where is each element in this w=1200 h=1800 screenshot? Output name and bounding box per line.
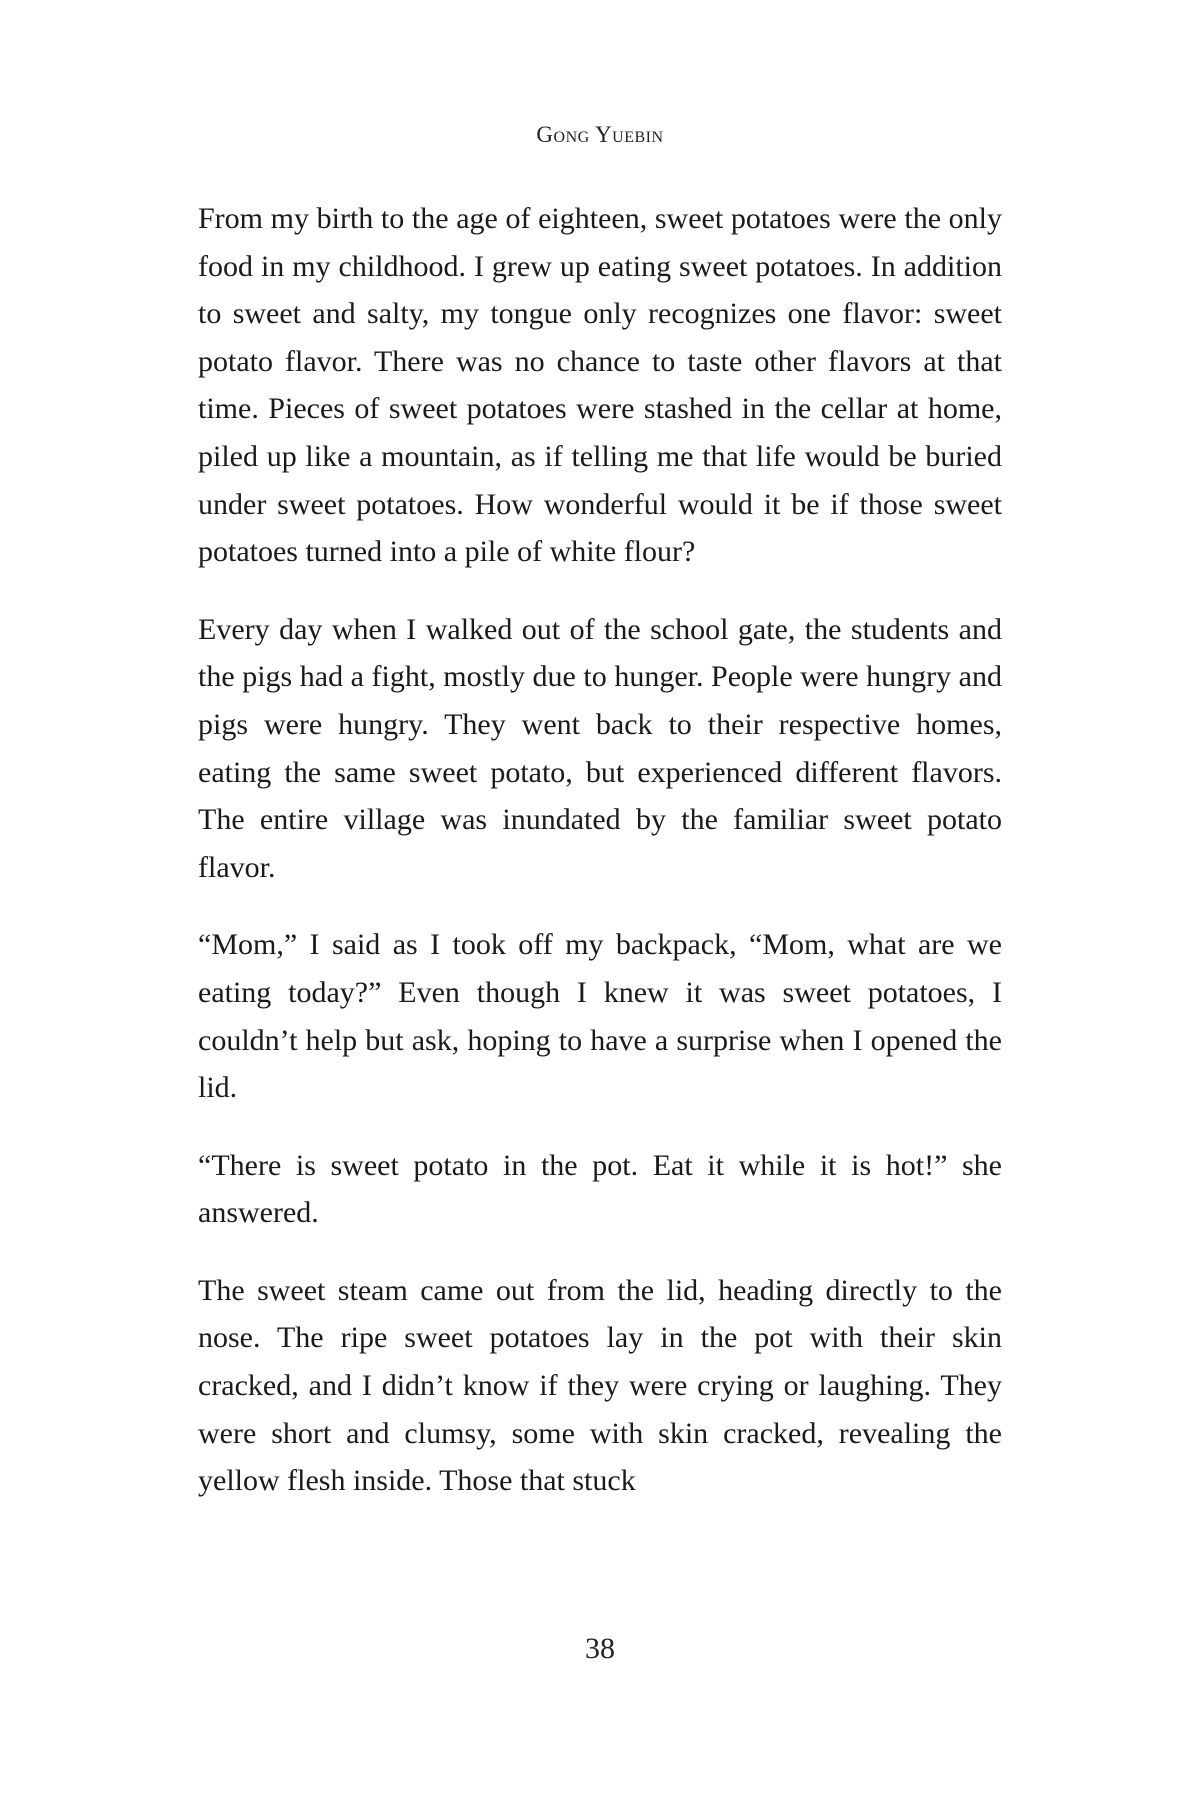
- paragraph: “Mom,” I said as I took off my backpack, “Mom, what are we eating today?” Even though I knew it was sweet potatoes, I couldn’t help but ask, hoping to have a surprise when I opened the lid.: [198, 928, 1002, 1105]
- page-number: 38: [585, 1632, 615, 1665]
- paragraph: The sweet steam came out from the lid, heading directly to the nose. The ripe sweet potatoes lay in the pot with their skin cracked, and I didn’t know if they were crying or laughing. They were short and clumsy, some with skin cracked, revealing the yellow flesh inside. Those that stuck: [198, 1273, 1002, 1498]
- body-text: [198, 195, 1002, 1535]
- paragraph: “There is sweet potato in the pot. Eat it while it is hot!” she answered.: [198, 1148, 1002, 1230]
- paragraph: From my birth to the age of eighteen, sweet potatoes were the only food in my childhood. I grew up eating sweet potatoes. In addition to sweet and salty, my tongue only recognizes one flavor: sweet potato flavor. There was no chance to taste other flavors at that time. Pieces of sweet potatoes were stashed in the cellar at home, piled up like a mountain, as if telling me that life would be buried under sweet potatoes. How wonderful would it be if those sweet potatoes turned into a pile of white flour?: [198, 202, 1002, 569]
- paragraph: Every day when I walked out of the school gate, the students and the pigs had a fight, mostly due to hunger. People were hungry and pigs were hungry. They went back to their respective homes, eating the same sweet potato, but experienced different flavors. The entire village was inundated by the familiar sweet potato flavor.: [198, 612, 1002, 884]
- running-head: Gong Yuebin: [536, 122, 664, 147]
